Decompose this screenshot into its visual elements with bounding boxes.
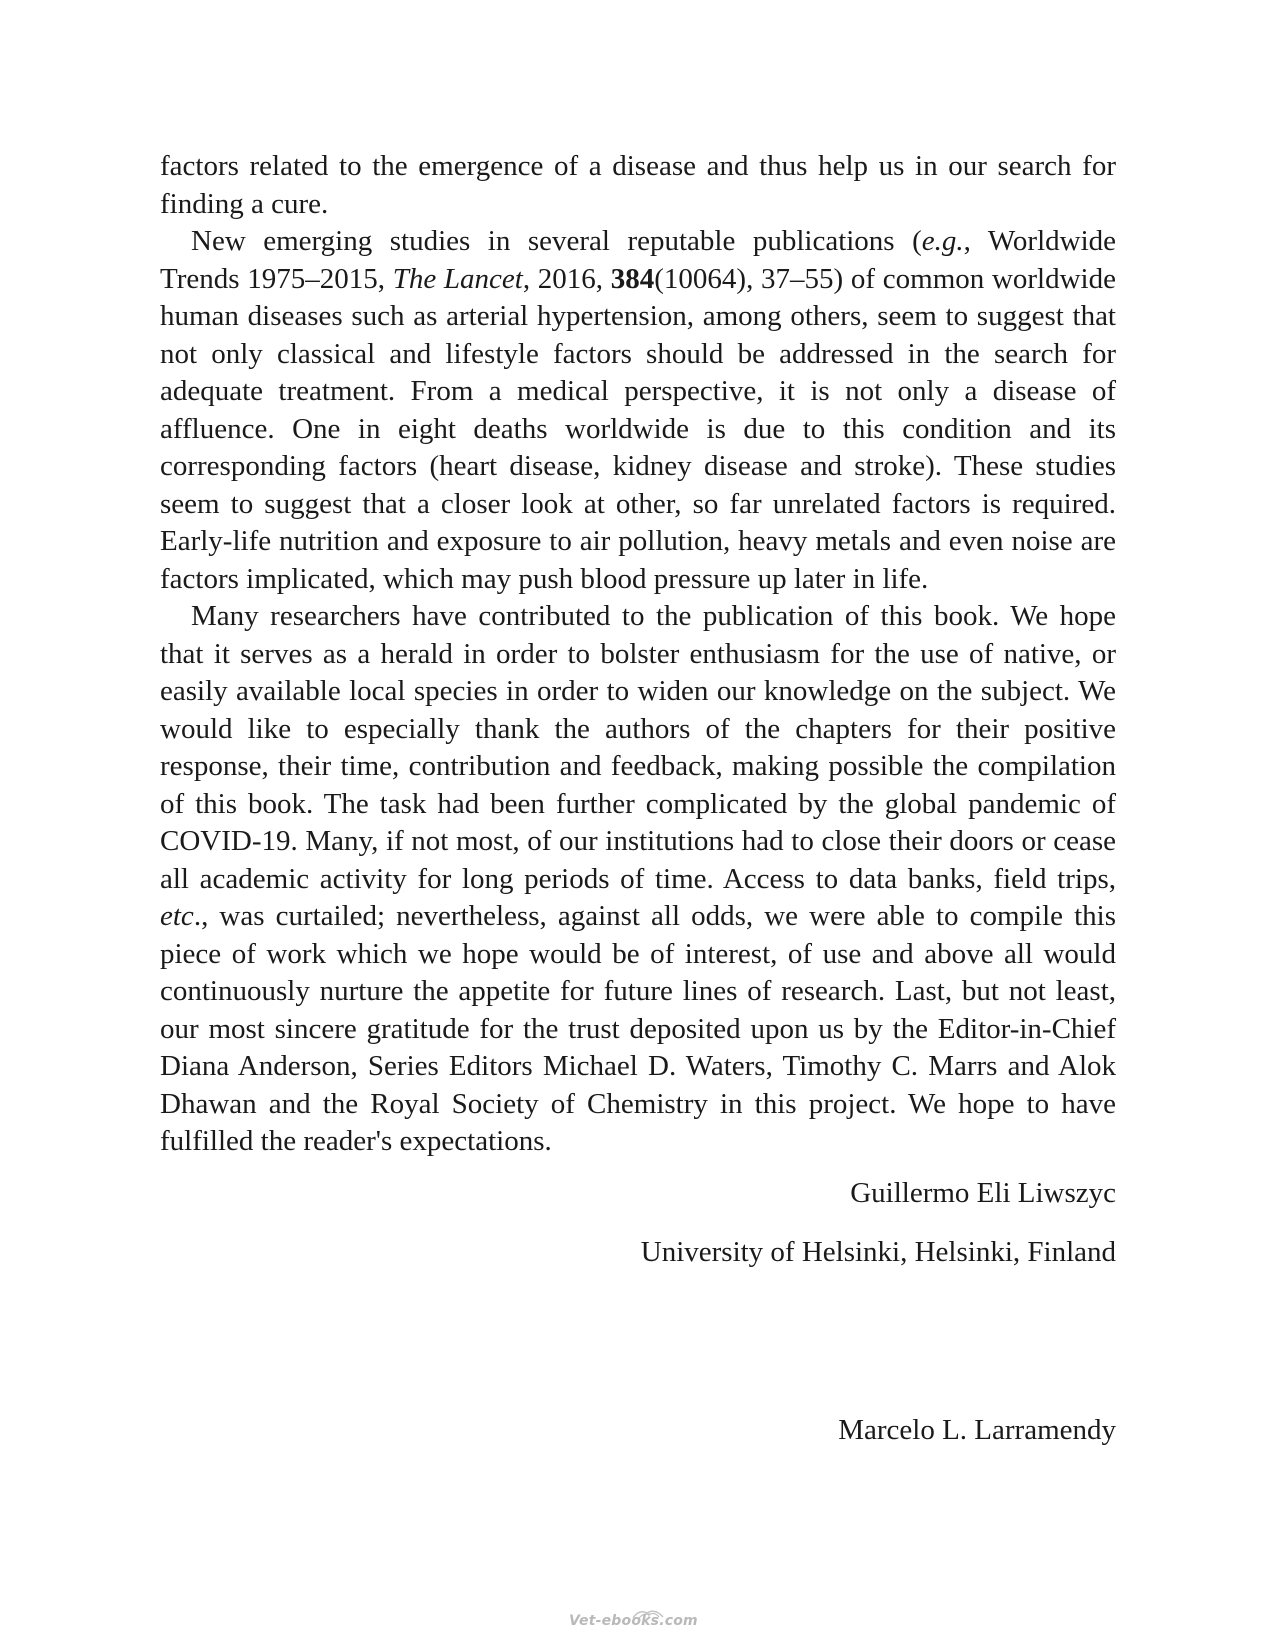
watermark-text: Vet-ebooks.com — [569, 1613, 698, 1629]
paragraph-text: factors related to the emergence of a disease and thus help us in our search for finding a cure. — [160, 150, 1116, 220]
page-body — [160, 148, 1116, 1446]
paragraph-acknowledgements — [160, 598, 1116, 1161]
paragraph-text: ., was curtailed; nevertheless, against all odds, we were able to compile this piece of work which we hope would be of interest, of use and above all would continuously nurture the appetite for future lines of research. Last, but not least, our most sincere gratitude for the trust deposited upon us by the Editor-in-Chief Diana Anderson, Series Editors Michael D. Waters, Timothy C. Marrs and Alok Dhawan and the Royal Society of Chemistry in this project. We hope to have fulfilled the reader's expectations. — [160, 900, 1116, 1157]
eg-abbreviation: e.g. — [921, 225, 964, 257]
journal-title: The Lancet — [392, 262, 523, 295]
paragraph-text: , Worldwide Trends 1975–2015, — [160, 225, 1116, 295]
paragraph-text: (10064), 37–55) of common worldwide human diseases such as arterial hypertension, among others, seem to suggest that not only classical and lifestyle factors should be addressed in the search for adequate treatment. From a medical perspective, it is not only a disease of affluence. One in eight deaths worldwide is due to this condition and its corresponding factors (heart disease, kidney disease and stroke). These studies seem to suggest that a closer look at other, so far unrelated factors is required. Early-life nutrition and exposure to air pollution, heavy metals and even noise are factors implicated, which may push blood pressure up later in life. — [160, 262, 1116, 595]
editor-name-2: Marcelo L. Larramendy — [838, 1414, 1116, 1446]
journal-volume: 384 — [610, 262, 655, 295]
signature-block-1 — [160, 1165, 1116, 1282]
paragraph-text: , 2016, — [522, 262, 611, 295]
paragraph-continuation — [160, 148, 1116, 223]
paragraph-studies — [160, 223, 1116, 598]
watermark — [569, 1607, 709, 1637]
editor-name-1: Guillermo Eli Liwszyc — [850, 1176, 1116, 1209]
editor-affiliation-1: University of Helsinki, Helsinki, Finland — [640, 1235, 1116, 1268]
etc-abbreviation: etc — [160, 900, 194, 932]
paragraph-text: Many researchers have contributed to the publication of this book. We hope that it serves as a herald in order to bolster enthusiasm for the use of native, or easily available local species in order to widen our knowledge on the subject. We would like to especially thank the authors of the chapters for their positive response, their time, contribution and feedback, making possible the compilation of this book. The task had been further complicated by the global pandemic of COVID-19. Many, if not most, of our institutions had to close their doors or cease all academic activity for long periods of time. Access to data banks, field trips, — [160, 600, 1116, 895]
paragraph-text: New emerging studies in several reputable publications ( — [191, 225, 922, 257]
